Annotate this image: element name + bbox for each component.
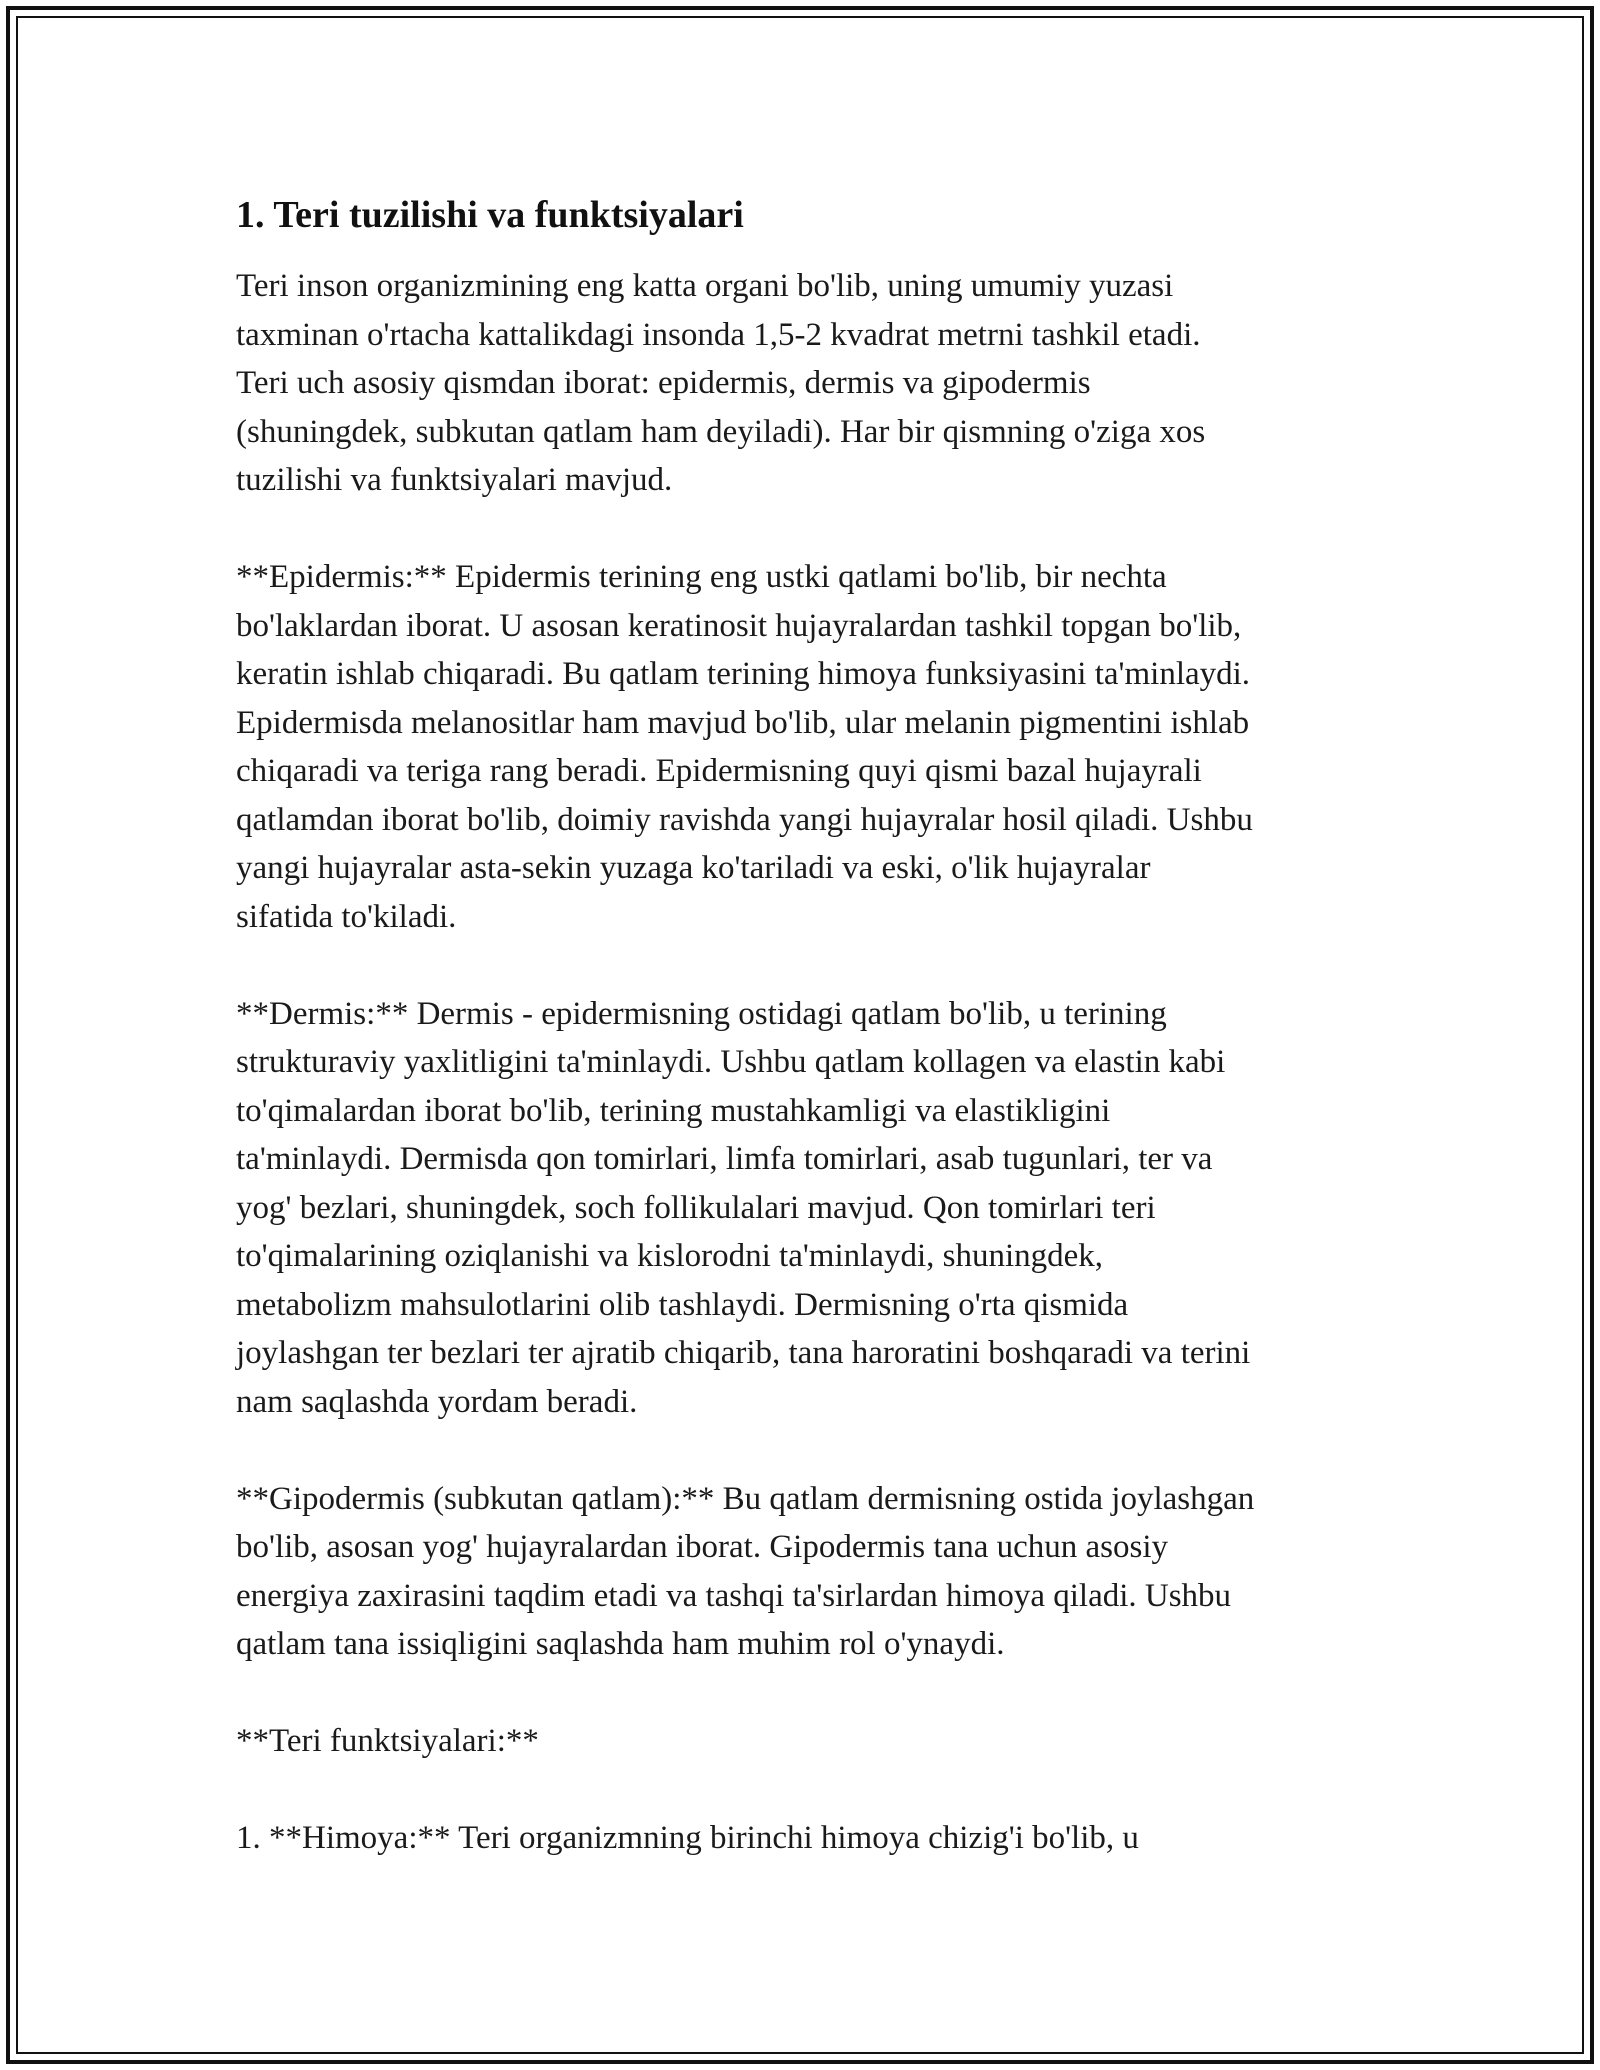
paragraph-spacer [236,505,1386,554]
text-line: Teri uch asosiy qismdan iborat: epidermis, dermis va gipodermis [236,365,1091,401]
text-line: ta'minlaydi. Dermisda qon tomirlari, limfa tomirlari, asab tugunlari, ter va [236,1141,1213,1177]
text-line: **Epidermis:** Epidermis terining eng ustki qatlami bo'lib, bir nechta [236,559,1167,595]
text-line: keratin ishlab chiqaradi. Bu qatlam terining himoya funksiyasini ta'minlaydi. [236,656,1251,692]
paragraph-function-item [236,1814,1386,1863]
section-heading: 1. Teri tuzilishi va funktsiyalari [236,194,744,236]
paragraph-functions-heading [236,1717,1386,1766]
text-line: Teri inson organizmining eng katta organi bo'lib, uning umumiy yuzasi [236,268,1174,304]
paragraph-dermis [236,990,1386,1427]
text-line: energiya zaxirasini taqdim etadi va tashqi ta'sirlardan himoya qiladi. Ushbu [236,1577,1232,1614]
text-line: **Gipodermis (subkutan qatlam):** Bu qatlam dermisning ostida joylashgan [236,1480,1255,1517]
document-body [236,180,1386,1863]
text-line: **Teri funktsiyalari:** [236,1723,539,1759]
paragraph-epidermis [236,553,1386,941]
text-line: yangi hujayralar asta-sekin yuzaga ko'tariladi va eski, o'lik hujayralar [236,850,1151,886]
text-line: chiqaradi va teriga rang beradi. Epidermisning quyi qismi bazal hujayrali [236,753,1202,789]
paragraph-spacer [236,1426,1386,1475]
paragraph-spacer [236,1669,1386,1718]
text-line: (shuningdek, subkutan qatlam ham deyiladi). Har bir qismning o'ziga xos [236,413,1206,450]
text-line: taxminan o'rtacha kattalikdagi insonda 1,5-2 kvadrat metrni tashkil etadi. [236,316,1201,353]
paragraph-intro [236,262,1386,505]
paragraph-gipodermis [236,1475,1386,1669]
text-line: qatlamdan iborat bo'lib, doimiy ravishda yangi hujayralar hosil qiladi. Ushbu [236,801,1253,838]
paragraph-spacer [236,1766,1386,1815]
text-line: to'qimalardan iborat bo'lib, terining mustahkamligi va elastikligini [236,1092,1111,1129]
paragraph-spacer [236,941,1386,990]
text-line: sifatida to'kiladi. [236,898,457,935]
text-line: to'qimalarining oziqlanishi va kislorodni ta'minlaydi, shuningdek, [236,1238,1104,1274]
text-line: yog' bezlari, shuningdek, soch follikulalari mavjud. Qon tomirlari teri [236,1189,1156,1226]
text-line: **Dermis:** Dermis - epidermisning ostidagi qatlam bo'lib, u terining [236,995,1167,1032]
text-line: Epidermisda melanositlar ham mavjud bo'lib, ular melanin pigmentini ishlab [236,704,1250,741]
text-line: joylashgan ter bezlari ter ajratib chiqarib, tana haroratini boshqaradi va terini [236,1335,1251,1371]
text-line: metabolizm mahsulotlarini olib tashlaydi. Dermisning o'rta qismida [236,1286,1129,1323]
text-line: 1. **Himoya:** Teri organizmning birinchi himoya chizig'i bo'lib, u [236,1820,1139,1856]
text-line: bo'lib, asosan yog' hujayralardan iborat. Gipodermis tana uchun asosiy [236,1529,1169,1565]
text-line: strukturaviy yaxlitligini ta'minlaydi. Ushbu qatlam kollagen va elastin kabi [236,1044,1226,1080]
text-line: bo'laklardan iborat. U asosan keratinosit hujayralardan tashkil topgan bo'lib, [236,607,1242,644]
text-line: nam saqlashda yordam beradi. [236,1383,638,1420]
text-line: qatlam tana issiqligini saqlashda ham muhim rol o'ynaydi. [236,1626,1005,1662]
text-line: tuzilishi va funktsiyalari mavjud. [236,462,673,498]
